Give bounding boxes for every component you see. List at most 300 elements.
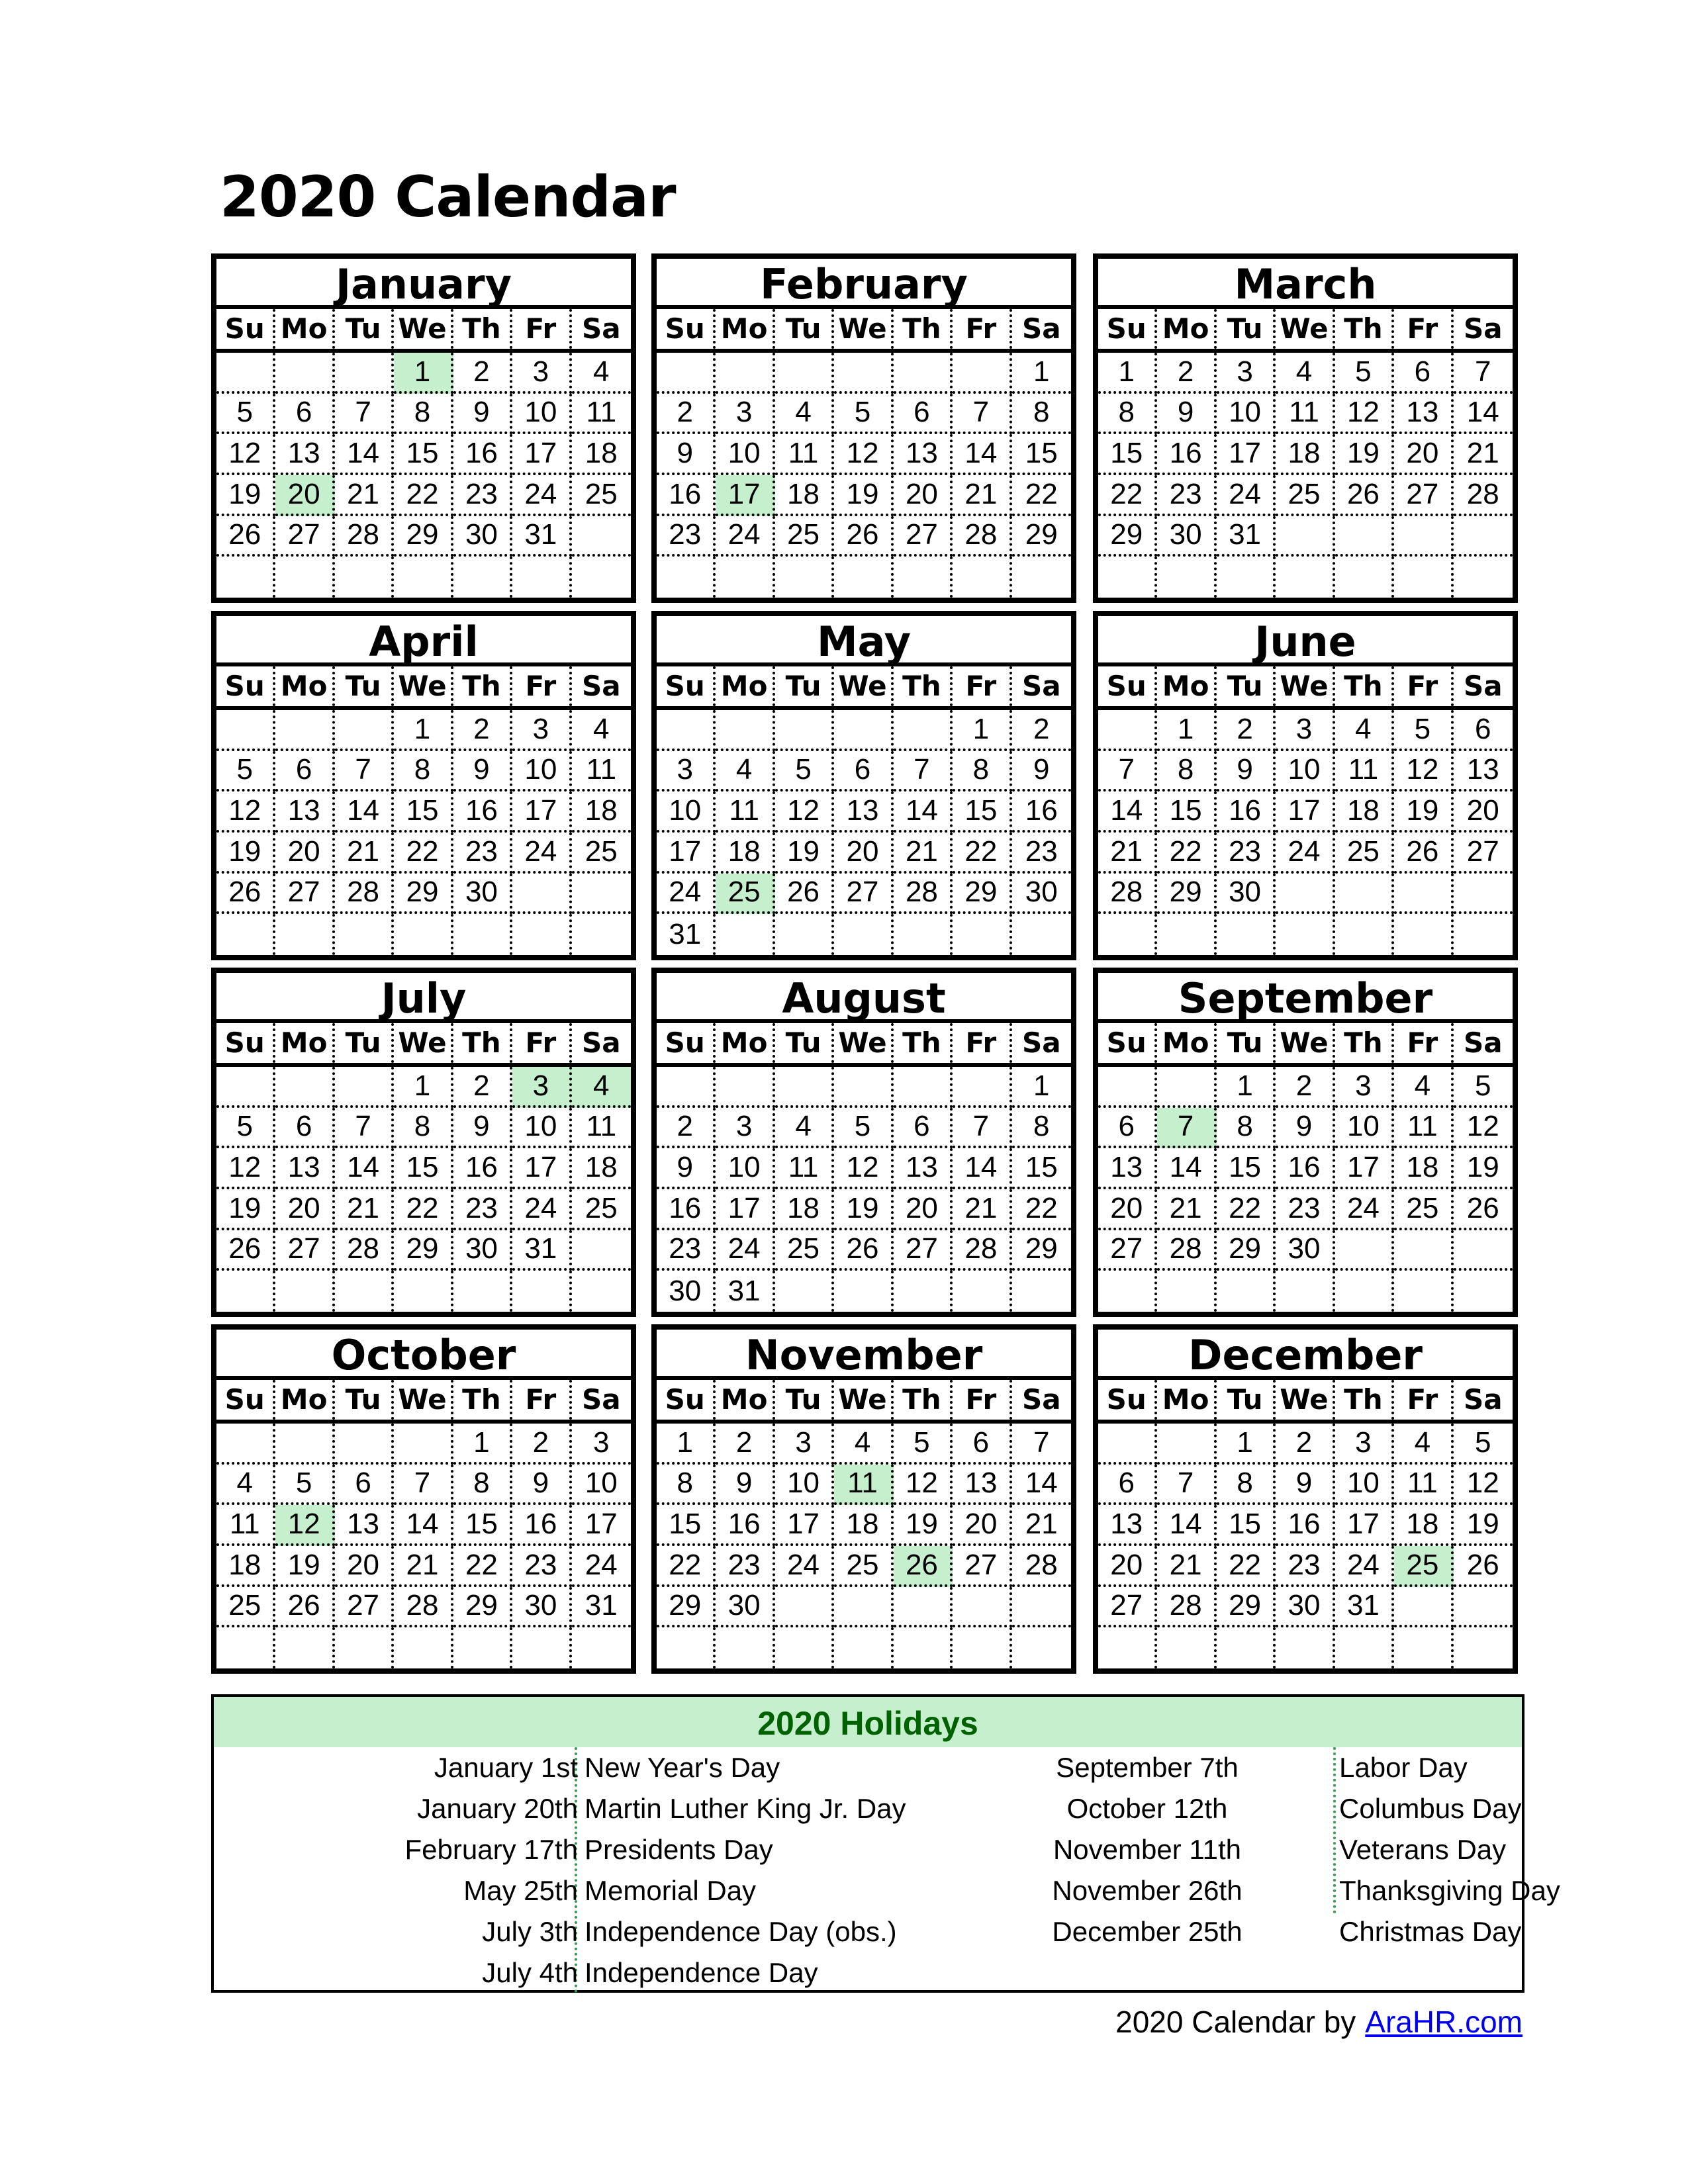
day-cell: 24 [775, 1546, 834, 1587]
day-cell: 8 [1217, 1108, 1276, 1149]
weekday-label: Sa [581, 312, 621, 345]
day-cell: 10 [572, 1465, 631, 1506]
day-cell: 14 [394, 1505, 453, 1546]
weekday-label: Mo [1157, 1380, 1216, 1420]
holiday-date: May 25th [463, 1875, 578, 1906]
day-cell: 14 [335, 792, 394, 833]
day-cell: 2 [1276, 1067, 1335, 1108]
weekday-label: Su [216, 1380, 275, 1420]
day-cell: 2 [1276, 1424, 1335, 1465]
day-cell [657, 1627, 716, 1668]
day-cell: 20 [335, 1546, 394, 1587]
weekday-label: We [394, 1380, 453, 1420]
day-cell [1394, 1627, 1453, 1668]
day-cell: 18 [216, 1546, 275, 1587]
day-cell [1098, 1067, 1157, 1108]
day-cell: 2 [512, 1424, 571, 1465]
day-cell: 11 [775, 434, 834, 475]
weekday-label: Th [894, 309, 953, 349]
weekday-header [216, 1380, 631, 1424]
weekday-label: Mo [716, 1023, 774, 1063]
holiday-date: January 20th [417, 1793, 578, 1824]
day-cell [1157, 1424, 1216, 1465]
day-cell: 4 [1394, 1424, 1453, 1465]
day-cell [657, 353, 716, 394]
day-cell: 20 [1098, 1546, 1157, 1587]
day-cell: 27 [894, 1230, 953, 1271]
day-cell [1157, 1627, 1216, 1668]
day-cell [894, 1271, 953, 1312]
day-cell: 27 [335, 1587, 394, 1628]
holiday-date: July 4th [482, 1957, 578, 1988]
day-cell: 20 [275, 833, 334, 874]
month-name: October [216, 1330, 631, 1380]
month-december [1093, 1324, 1518, 1674]
day-cell: 14 [953, 1148, 1011, 1189]
day-cell: 31 [572, 1587, 631, 1628]
day-cell: 6 [894, 394, 953, 435]
day-cell: 21 [894, 833, 953, 874]
day-cell [894, 1067, 953, 1108]
day-cell [1394, 1271, 1453, 1312]
day-cell [394, 1271, 453, 1312]
day-cell [775, 914, 834, 955]
day-cell: 3 [572, 1424, 631, 1465]
month-name: November [657, 1330, 1071, 1380]
day-cell [1454, 516, 1513, 557]
day-cell: 27 [894, 516, 953, 557]
day-cell [572, 874, 631, 915]
month-name: May [657, 616, 1071, 666]
day-cell: 30 [453, 516, 512, 557]
day-cell: 18 [1335, 792, 1394, 833]
day-cell [834, 557, 893, 598]
weekday-label: Tu [1217, 1023, 1276, 1063]
weekday-label: Mo [275, 1380, 334, 1420]
day-cell: 14 [335, 434, 394, 475]
day-cell: 5 [834, 394, 893, 435]
day-cell [216, 710, 275, 751]
day-cell [834, 1271, 893, 1312]
weekday-label: Fr [1394, 1380, 1453, 1420]
day-cell: 8 [1157, 751, 1216, 792]
day-cell: 7 [894, 751, 953, 792]
day-cell: 6 [834, 751, 893, 792]
weekday-label: Su [1098, 666, 1157, 706]
day-cell: 25 [716, 874, 774, 915]
day-cell: 31 [1335, 1587, 1394, 1628]
weekday-label: Su [657, 666, 716, 706]
day-cell: 28 [335, 516, 394, 557]
day-cell: 6 [335, 1465, 394, 1506]
weekday-label: Su [1098, 309, 1157, 349]
day-cell: 27 [275, 1230, 334, 1271]
day-cell: 10 [775, 1465, 834, 1506]
weekday-header [1098, 1380, 1513, 1424]
day-cell: 5 [216, 751, 275, 792]
weekday-label: Mo [1157, 1023, 1216, 1063]
day-cell: 3 [716, 1108, 774, 1149]
day-cell: 21 [335, 833, 394, 874]
day-cell: 16 [453, 1148, 512, 1189]
holiday-name: Columbus Day [1339, 1793, 1522, 1824]
day-cell [834, 353, 893, 394]
day-cell [1454, 1230, 1513, 1271]
day-cell: 29 [1012, 516, 1071, 557]
day-cell: 6 [894, 1108, 953, 1149]
day-cell: 24 [716, 1230, 774, 1271]
day-cell: 1 [394, 353, 453, 394]
day-cell: 20 [894, 475, 953, 516]
day-cell: 16 [1012, 792, 1071, 833]
day-cell: 29 [1157, 874, 1216, 915]
day-cell [834, 1067, 893, 1108]
day-cell [335, 1067, 394, 1108]
day-cell: 2 [453, 1067, 512, 1108]
month-september [1093, 968, 1518, 1317]
days-grid [1098, 353, 1513, 598]
day-cell: 4 [1335, 710, 1394, 751]
days-grid [216, 710, 631, 955]
day-cell: 22 [453, 1546, 512, 1587]
holiday-name: Thanksgiving Day [1339, 1875, 1560, 1906]
day-cell [572, 516, 631, 557]
day-cell: 14 [894, 792, 953, 833]
weekday-label: Sa [1463, 670, 1503, 702]
day-cell: 23 [657, 1230, 716, 1271]
day-cell: 14 [1098, 792, 1157, 833]
weekday-label: Su [657, 1380, 716, 1420]
day-cell [1394, 914, 1453, 955]
day-cell: 7 [335, 751, 394, 792]
day-cell: 17 [1335, 1148, 1394, 1189]
day-cell: 4 [216, 1465, 275, 1506]
day-cell: 15 [1217, 1505, 1276, 1546]
days-grid [1098, 1424, 1513, 1668]
day-cell: 2 [1012, 710, 1071, 751]
day-cell [894, 914, 953, 955]
day-cell [1335, 516, 1394, 557]
day-cell: 26 [216, 516, 275, 557]
day-cell [1098, 1627, 1157, 1668]
weekday-label: We [1276, 666, 1335, 706]
day-cell: 1 [1098, 353, 1157, 394]
day-cell: 30 [1012, 874, 1071, 915]
day-cell [453, 914, 512, 955]
day-cell [216, 914, 275, 955]
day-cell: 15 [1098, 434, 1157, 475]
holiday-name: Presidents Day [585, 1834, 773, 1865]
weekday-label: We [394, 1023, 453, 1063]
day-cell: 29 [657, 1587, 716, 1628]
day-cell: 6 [1454, 710, 1513, 751]
day-cell: 5 [1454, 1424, 1513, 1465]
holiday-name: Veterans Day [1339, 1834, 1507, 1865]
day-cell: 28 [1454, 475, 1513, 516]
day-cell: 30 [1217, 874, 1276, 915]
day-cell: 11 [572, 1108, 631, 1149]
weekday-label: Tu [1217, 1380, 1276, 1420]
day-cell: 22 [1012, 475, 1071, 516]
day-cell: 3 [512, 353, 571, 394]
day-cell: 18 [572, 434, 631, 475]
day-cell: 29 [1098, 516, 1157, 557]
day-cell [1454, 914, 1513, 955]
day-cell: 15 [453, 1505, 512, 1546]
weekday-label: Fr [1394, 309, 1453, 349]
weekday-label: Mo [275, 666, 334, 706]
weekday-label: Sa [581, 1026, 621, 1059]
day-cell: 5 [894, 1424, 953, 1465]
weekday-label: Fr [512, 1380, 571, 1420]
day-cell [1098, 914, 1157, 955]
day-cell: 2 [1217, 710, 1276, 751]
day-cell: 27 [1098, 1230, 1157, 1271]
weekday-label: Mo [1157, 309, 1216, 349]
day-cell: 27 [1394, 475, 1453, 516]
day-cell [657, 1067, 716, 1108]
day-cell: 28 [394, 1587, 453, 1628]
day-cell: 15 [1157, 792, 1216, 833]
day-cell: 11 [572, 394, 631, 435]
day-cell: 9 [1217, 751, 1276, 792]
weekday-label: Mo [275, 1023, 334, 1063]
day-cell: 15 [1012, 434, 1071, 475]
day-cell [216, 1424, 275, 1465]
day-cell [894, 710, 953, 751]
day-cell: 21 [394, 1546, 453, 1587]
day-cell: 22 [394, 1189, 453, 1230]
day-cell: 29 [1217, 1587, 1276, 1628]
day-cell [1012, 1271, 1071, 1312]
holiday-date: October 12th [1066, 1793, 1228, 1824]
day-cell: 8 [453, 1465, 512, 1506]
weekday-label: Mo [1157, 666, 1216, 706]
day-cell [453, 1627, 512, 1668]
day-cell: 1 [953, 710, 1011, 751]
day-cell: 23 [512, 1546, 571, 1587]
day-cell [894, 1587, 953, 1628]
days-grid [657, 1424, 1071, 1668]
day-cell: 13 [1098, 1505, 1157, 1546]
day-cell: 12 [775, 792, 834, 833]
day-cell [572, 1230, 631, 1271]
day-cell [1335, 1627, 1394, 1668]
weekday-label: We [834, 666, 893, 706]
day-cell: 10 [657, 792, 716, 833]
day-cell: 11 [1394, 1465, 1453, 1506]
day-cell: 13 [275, 434, 334, 475]
holiday-date: November 11th [1053, 1834, 1242, 1865]
day-cell: 7 [953, 1108, 1011, 1149]
day-cell: 24 [512, 475, 571, 516]
day-cell [275, 914, 334, 955]
day-cell: 25 [775, 1230, 834, 1271]
day-cell: 6 [275, 394, 334, 435]
day-cell: 11 [216, 1505, 275, 1546]
holiday-date: September 7th [1056, 1752, 1239, 1783]
weekday-label: We [834, 1380, 893, 1420]
month-name: December [1098, 1330, 1513, 1380]
day-cell: 21 [1012, 1505, 1071, 1546]
day-cell: 18 [834, 1505, 893, 1546]
day-cell [216, 353, 275, 394]
day-cell: 14 [1012, 1465, 1071, 1506]
days-grid [216, 1067, 631, 1312]
day-cell [716, 914, 774, 955]
day-cell: 3 [1335, 1067, 1394, 1108]
weekday-label: Tu [775, 666, 834, 706]
day-cell [1454, 1271, 1513, 1312]
day-cell: 9 [1276, 1108, 1335, 1149]
day-cell: 2 [657, 394, 716, 435]
day-cell: 26 [1394, 833, 1453, 874]
day-cell: 25 [1394, 1546, 1453, 1587]
day-cell: 29 [394, 874, 453, 915]
day-cell [335, 1271, 394, 1312]
month-january [211, 253, 636, 603]
weekday-label: Th [1335, 309, 1394, 349]
day-cell: 15 [1217, 1148, 1276, 1189]
day-cell [1157, 914, 1216, 955]
weekday-label: Mo [716, 666, 774, 706]
day-cell: 30 [657, 1271, 716, 1312]
day-cell: 27 [275, 516, 334, 557]
day-cell [216, 1627, 275, 1668]
weekday-label: Sa [1021, 670, 1061, 702]
day-cell [394, 557, 453, 598]
day-cell: 11 [1335, 751, 1394, 792]
day-cell: 30 [512, 1587, 571, 1628]
holiday-name: Independence Day (obs.) [585, 1916, 897, 1947]
weekday-label: Tu [335, 309, 394, 349]
day-cell: 17 [716, 1189, 774, 1230]
day-cell: 22 [953, 833, 1011, 874]
footer-link[interactable]: AraHR.com [1365, 2005, 1523, 2039]
month-august [651, 968, 1076, 1317]
day-cell: 23 [1276, 1546, 1335, 1587]
day-cell: 17 [1335, 1505, 1394, 1546]
day-cell: 1 [1157, 710, 1216, 751]
day-cell [775, 1627, 834, 1668]
day-cell: 19 [216, 1189, 275, 1230]
day-cell: 11 [716, 792, 774, 833]
day-cell: 9 [512, 1465, 571, 1506]
day-cell: 1 [394, 1067, 453, 1108]
day-cell: 12 [834, 434, 893, 475]
day-cell: 16 [1276, 1505, 1335, 1546]
footer [861, 1999, 1523, 2045]
day-cell [1012, 914, 1071, 955]
day-cell [216, 1271, 275, 1312]
holiday-name: Memorial Day [585, 1875, 757, 1906]
day-cell: 16 [657, 1189, 716, 1230]
holiday-name: Independence Day [585, 1957, 818, 1988]
day-cell [1276, 557, 1335, 598]
day-cell: 20 [1454, 792, 1513, 833]
day-cell [453, 557, 512, 598]
day-cell: 28 [1157, 1587, 1216, 1628]
day-cell: 3 [1217, 353, 1276, 394]
day-cell: 30 [716, 1587, 774, 1628]
day-cell: 29 [394, 1230, 453, 1271]
day-cell: 25 [572, 833, 631, 874]
day-cell [1394, 1587, 1453, 1628]
day-cell: 7 [394, 1465, 453, 1506]
day-cell: 13 [894, 434, 953, 475]
weekday-label: Su [657, 309, 716, 349]
day-cell: 13 [1454, 751, 1513, 792]
month-june [1093, 611, 1518, 960]
day-cell: 19 [275, 1546, 334, 1587]
month-name: February [657, 259, 1071, 309]
day-cell: 13 [275, 792, 334, 833]
day-cell: 5 [834, 1108, 893, 1149]
day-cell: 12 [275, 1505, 334, 1546]
day-cell: 22 [657, 1546, 716, 1587]
day-cell: 10 [716, 1148, 774, 1189]
day-cell: 19 [1335, 434, 1394, 475]
day-cell: 28 [335, 1230, 394, 1271]
month-april [211, 611, 636, 960]
day-cell: 12 [894, 1465, 953, 1506]
day-cell: 22 [394, 833, 453, 874]
weekday-label: Su [1098, 1380, 1157, 1420]
day-cell: 20 [275, 475, 334, 516]
day-cell [1157, 557, 1216, 598]
day-cell: 12 [216, 792, 275, 833]
day-cell: 17 [1217, 434, 1276, 475]
day-cell: 24 [1335, 1546, 1394, 1587]
day-cell [1276, 1271, 1335, 1312]
day-cell [1335, 914, 1394, 955]
day-cell: 13 [953, 1465, 1011, 1506]
holiday-row [214, 1911, 1522, 1952]
day-cell: 24 [1217, 475, 1276, 516]
day-cell [1335, 1271, 1394, 1312]
day-cell [953, 914, 1011, 955]
day-cell: 20 [834, 833, 893, 874]
holiday-row [214, 1870, 1560, 1911]
weekday-label: Th [453, 1380, 512, 1420]
weekday-label: Tu [1217, 309, 1276, 349]
day-cell: 10 [1335, 1108, 1394, 1149]
weekday-label: Tu [335, 1023, 394, 1063]
weekday-label: We [1276, 309, 1335, 349]
day-cell: 9 [453, 1108, 512, 1149]
day-cell: 21 [335, 1189, 394, 1230]
day-cell [275, 353, 334, 394]
day-cell: 15 [657, 1505, 716, 1546]
day-cell: 19 [1454, 1505, 1513, 1546]
month-name: July [216, 973, 631, 1023]
day-cell [775, 710, 834, 751]
day-cell: 20 [1098, 1189, 1157, 1230]
day-cell: 19 [775, 833, 834, 874]
day-cell: 5 [1335, 353, 1394, 394]
day-cell [512, 1627, 571, 1668]
weekday-label: Mo [275, 309, 334, 349]
day-cell: 17 [572, 1505, 631, 1546]
month-name: September [1098, 973, 1513, 1023]
days-grid [657, 353, 1071, 598]
weekday-label: Su [216, 1023, 275, 1063]
day-cell: 6 [1098, 1108, 1157, 1149]
day-cell: 25 [572, 1189, 631, 1230]
weekday-label: Fr [512, 666, 571, 706]
day-cell: 25 [1394, 1189, 1453, 1230]
weekday-label: Su [657, 1023, 716, 1063]
